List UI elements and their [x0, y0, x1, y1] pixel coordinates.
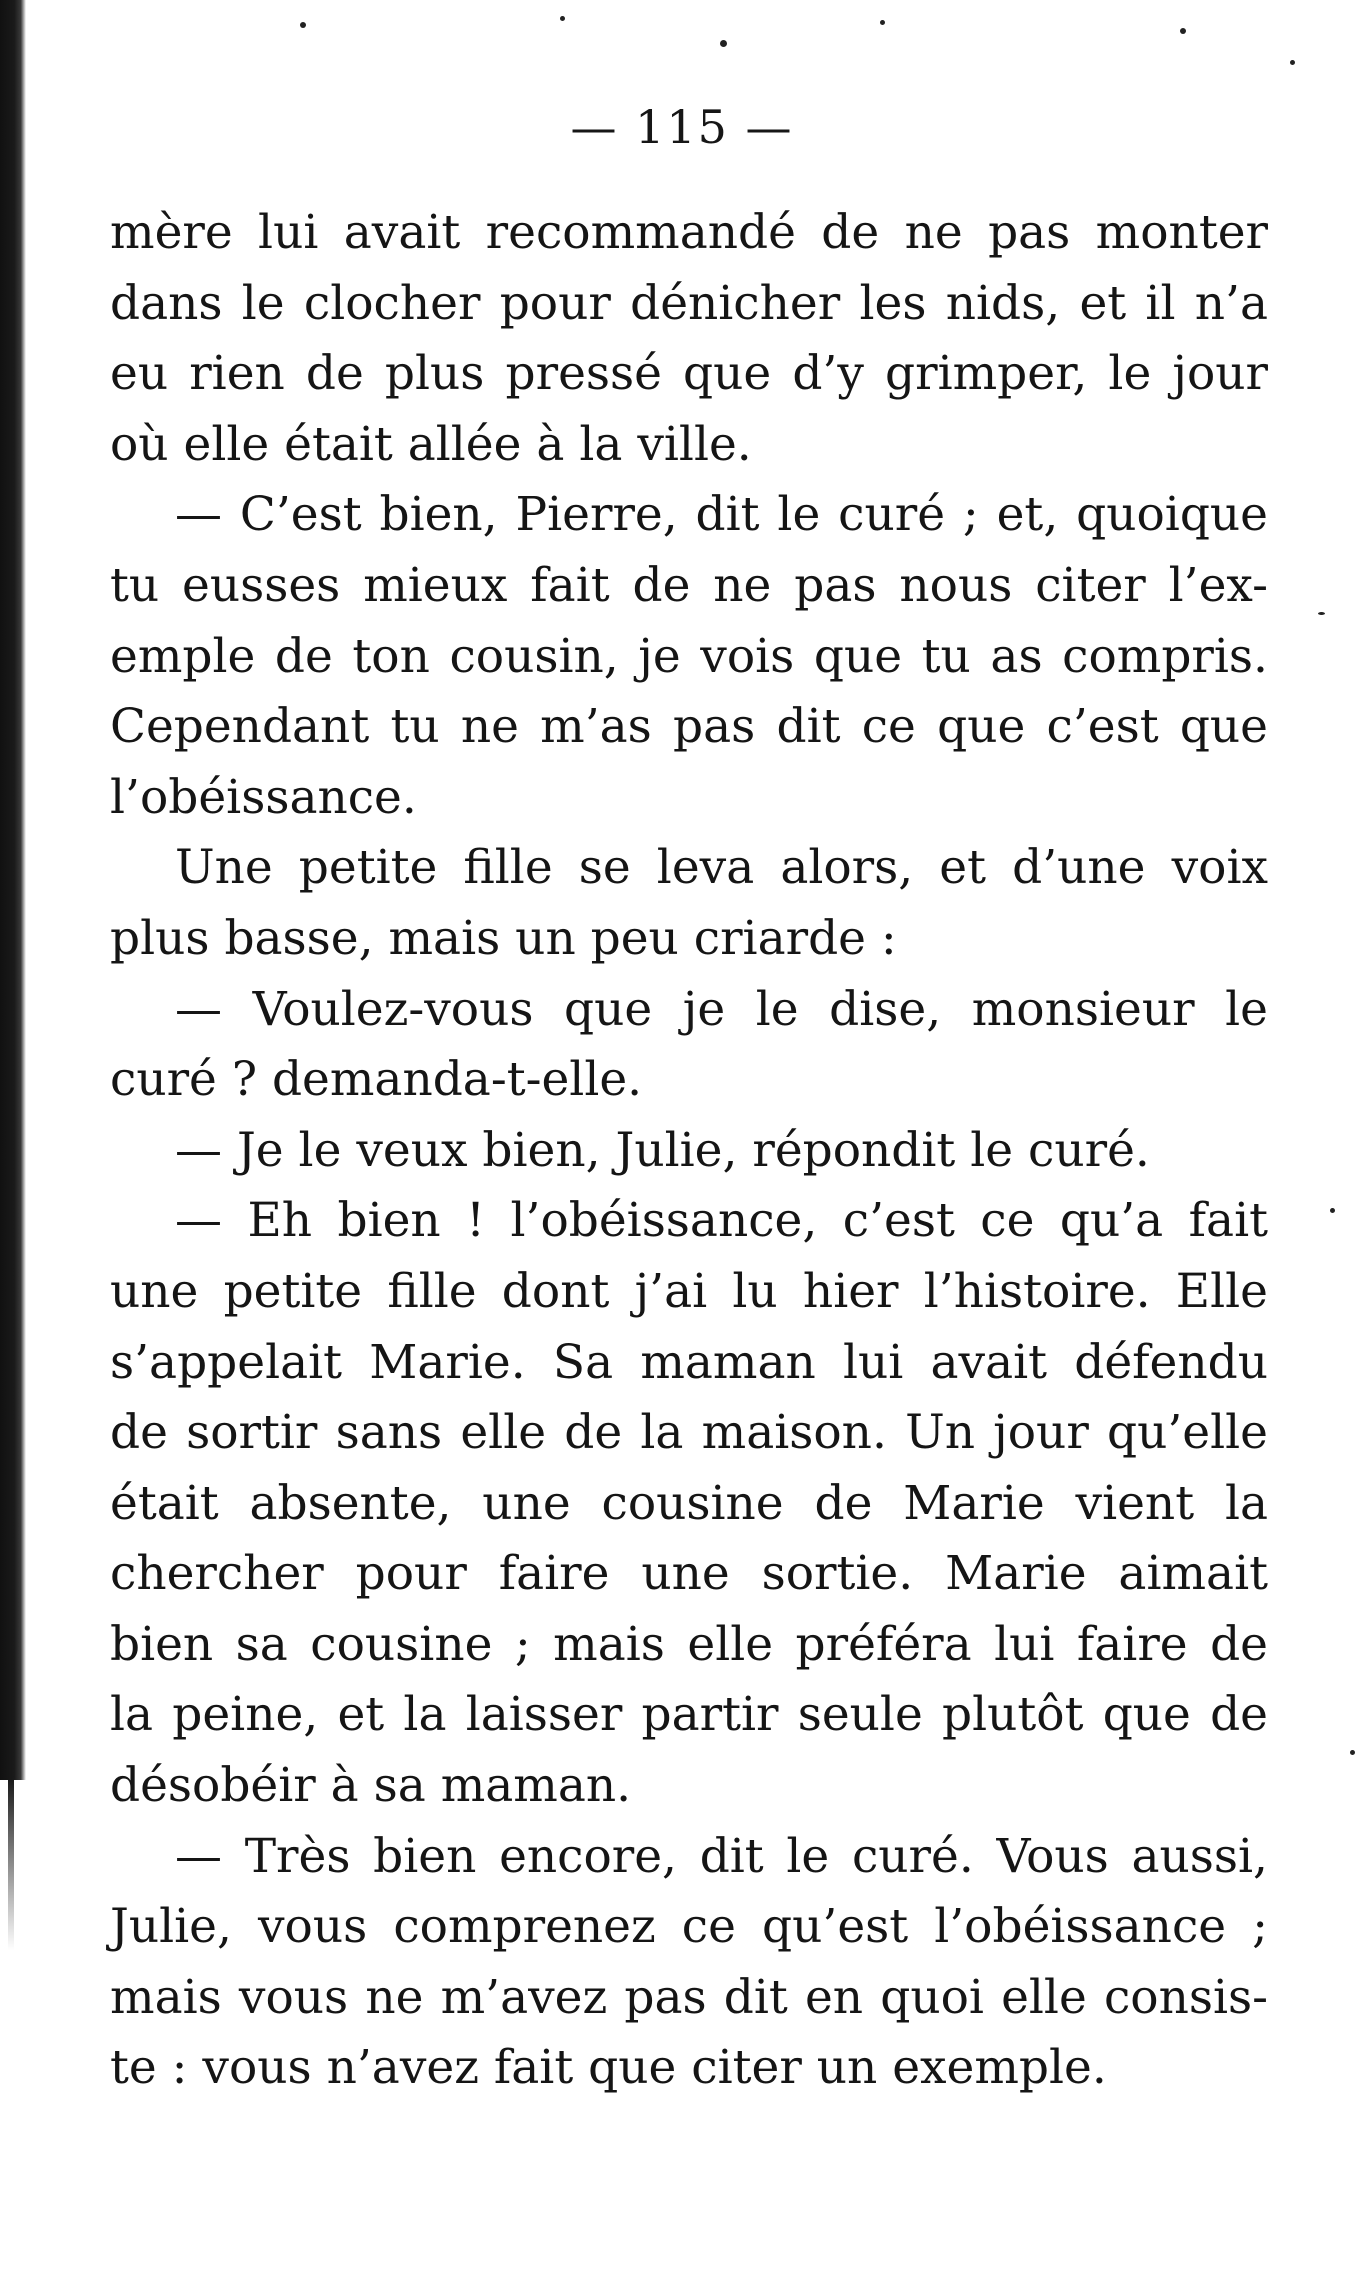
text-line: curé ? demanda-t-elle.	[110, 1052, 643, 1108]
binding-edge	[0, 0, 26, 1780]
text-line: — Voulez-vous que je le dise, monsieur le	[175, 981, 1268, 1037]
text-line: plus basse, mais un peu criarde :	[110, 910, 897, 966]
text-line: de sortir sans elle de la maison. Un jour qu’elle	[110, 1405, 1268, 1461]
text-line: s’appelait Marie. Sa maman lui avait défendu	[110, 1334, 1268, 1390]
text-line: mère lui avait recommandé de ne pas monter	[110, 205, 1268, 260]
text-line: l’obéissance.	[110, 769, 417, 825]
text-line: tu eusses mieux fait de ne pas nous citer l’ex-	[110, 557, 1268, 613]
text-line: dans le clocher pour dénicher les nids, et il n’a	[110, 275, 1268, 331]
text-line: eu rien de plus pressé que d’y grimper, le jour	[110, 346, 1268, 402]
text-line: Une petite fille se leva alors, et d’une voix	[175, 840, 1268, 896]
text-line: une petite fille dont j’ai lu hier l’histoire. Elle	[110, 1263, 1268, 1319]
text-line: où elle était allée à la ville.	[110, 416, 752, 472]
body-text	[110, 198, 1268, 2104]
text-line: Cependant tu ne m’as pas dit ce que c’est que	[110, 699, 1268, 755]
ink-speck	[880, 20, 885, 25]
text-line: chercher pour faire une sortie. Marie aimait	[110, 1546, 1268, 1602]
text-line: — C’est bien, Pierre, dit le curé ; et, quoique	[175, 487, 1268, 543]
ink-speck	[1330, 1208, 1335, 1213]
ink-speck	[1180, 28, 1186, 34]
text-line: était absente, une cousine de Marie vient la	[110, 1475, 1268, 1531]
ink-speck	[560, 16, 565, 21]
text-line: — Je le veux bien, Julie, répondit le curé.	[175, 1122, 1150, 1178]
text-line: désobéir à sa maman.	[110, 1758, 632, 1814]
ink-speck	[300, 22, 306, 28]
text-line: la peine, et la laisser partir seule plutôt que de	[110, 1687, 1268, 1743]
ink-speck	[720, 40, 727, 47]
ink-speck	[1290, 60, 1295, 65]
text-line: Julie, vous comprenez ce qu’est l’obéissance ;	[110, 1899, 1268, 1955]
text-line: bien sa cousine ; mais elle préféra lui faire de	[110, 1616, 1268, 1672]
ink-speck	[1318, 612, 1325, 615]
text-line: emple de ton cousin, je vois que tu as compris.	[110, 628, 1268, 684]
text-line: — Eh bien ! l’obéissance, c’est ce qu’a fait	[175, 1193, 1268, 1249]
ink-speck	[1350, 1750, 1355, 1755]
text-line: — Très bien encore, dit le curé. Vous aussi,	[175, 1828, 1268, 1884]
binding-edge-tail	[8, 1780, 14, 1950]
page-number: — 115 —	[570, 100, 794, 154]
text-line: te : vous n’avez fait que citer un exemple.	[110, 2040, 1107, 2096]
text-line: mais vous ne m’avez pas dit en quoi elle consis-	[110, 1969, 1268, 2025]
